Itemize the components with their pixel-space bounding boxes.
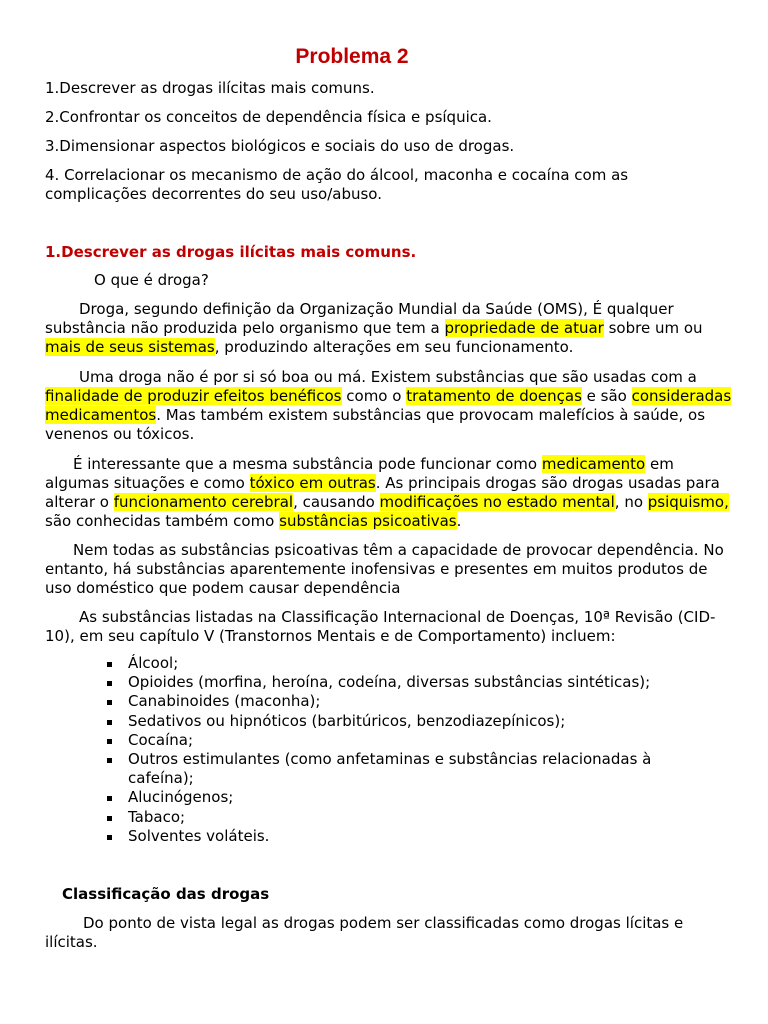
list-item: Sedativos ou hipnóticos (barbitúricos, benzodiazepínicos); — [105, 712, 705, 731]
objective-2: 2.Confrontar os conceitos de dependência física e psíquica. — [45, 108, 492, 126]
question-what-is-drug: O que é droga? — [94, 271, 209, 289]
section-heading-classification: Classificação das drogas — [62, 885, 270, 903]
highlight: finalidade de produzir efeitos benéficos — [45, 387, 342, 405]
paragraph-legal-classification: Do ponto de vista legal as drogas podem ser classificadas como drogas lícitas e ilícitas. — [45, 914, 684, 951]
highlight: tóxico em outras — [249, 474, 376, 492]
list-item: Canabinoides (maconha); — [105, 692, 705, 711]
objective-4: 4. Correlacionar os mecanismo de ação do álcool, maconha e cocaína com as complicações decorrentes do seu uso/abuso. — [45, 166, 629, 203]
highlight: tratamento de doenças — [406, 387, 582, 405]
paragraph-psychoactive: É interessante que a mesma substância pode funcionar como medicamento em algumas situações e como tóxico em outras. As principais drogas são drogas usadas para alterar o funcionamento cerebral, causando modificações no estado mental, no psiquismo, são conhecidas também como substâncias psicoativas. — [45, 455, 729, 530]
list-item: Outros estimulantes (como anfetaminas e substâncias relacionadas à cafeína); — [105, 750, 705, 788]
highlight: psiquismo, — [647, 493, 729, 511]
objective-3: 3.Dimensionar aspectos biológicos e sociais do uso de drogas. — [45, 137, 515, 155]
list-item: Álcool; — [105, 654, 705, 673]
list-item: Cocaína; — [105, 731, 705, 750]
list-item: Tabaco; — [105, 808, 705, 827]
highlight: mais de seus sistemas — [45, 338, 215, 356]
highlight: consideradas medicamentos — [45, 387, 732, 424]
page-title: Problema 2 — [295, 45, 409, 68]
paragraph-oms-definition: Droga, segundo definição da Organização Mundial da Saúde (OMS), É qualquer substância não produzida pelo organismo que tem a propriedade de atuar sobre um ou mais de seus sistemas, produzindo alterações em seu funcionamento. — [45, 300, 703, 356]
paragraph-dependence: Nem todas as substâncias psicoativas têm a capacidade de provocar dependência. No entanto, há substâncias aparentemente inofensivas e presentes em muitos produtos de uso doméstico que podem causar dependência — [45, 541, 724, 597]
objective-1: 1.Descrever as drogas ilícitas mais comuns. — [45, 79, 375, 97]
section-heading-1: 1.Descrever as drogas ilícitas mais comuns. — [45, 243, 417, 261]
list-item: Alucinógenos; — [105, 788, 705, 807]
list-item: Opioides (morfina, heroína, codeína, diversas substâncias sintéticas); — [105, 673, 705, 692]
paragraph-cid10: As substâncias listadas na Classificação Internacional de Doenças, 10ª Revisão (CID-10), em seu capítulo V (Transtornos Mentais e de Comportamento) incluem: — [45, 608, 716, 645]
highlight: medicamento — [541, 455, 646, 473]
highlight: funcionamento cerebral — [113, 493, 294, 511]
paragraph-good-or-bad: Uma droga não é por si só boa ou má. Existem substâncias que são usadas com a finalidade de produzir efeitos benéficos como o tratamento de doenças e são consideradas medicamentos. Mas também existem substâncias que provocam malefícios à saúde, os venenos ou tóxicos. — [45, 368, 732, 443]
list-item: Solventes voláteis. — [105, 827, 705, 846]
highlight: propriedade de atuar — [444, 319, 604, 337]
highlight: modificações no estado mental — [379, 493, 615, 511]
highlight: substâncias psicoativas — [279, 512, 457, 530]
substances-list — [105, 654, 705, 846]
